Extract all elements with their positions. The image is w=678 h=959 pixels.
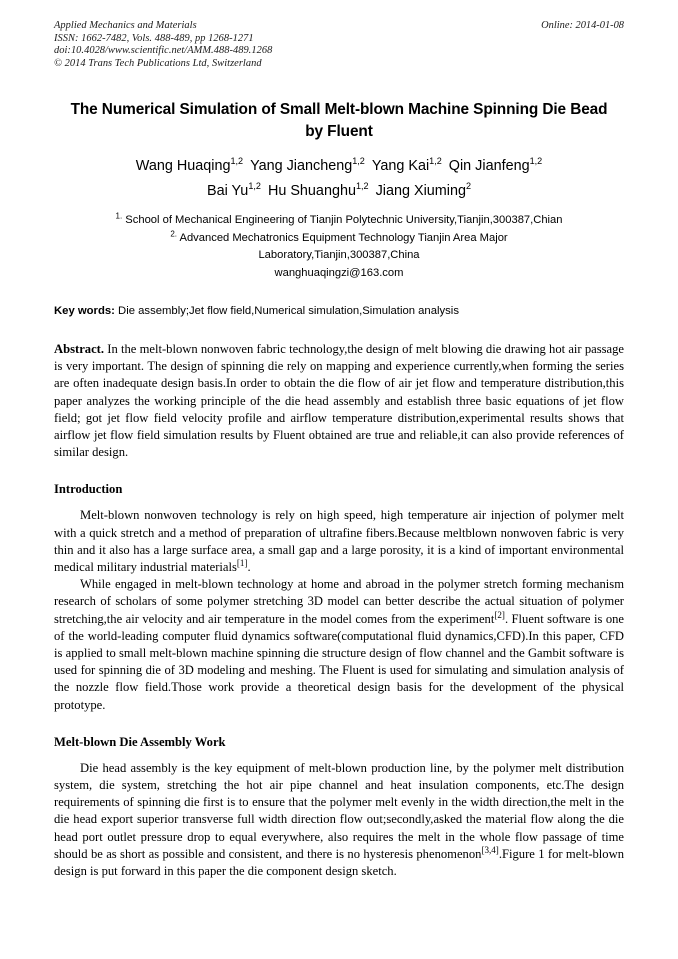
author-name: Yang Kai$^{1,2}$ [371,156,442,174]
abstract-label: Abstract. [54,342,105,356]
author-line-1 [54,154,624,179]
affiliation-text: Advanced Mechatronics Equipment Technology Tianjin Area Major [179,231,508,244]
keywords-label: Key words: [54,305,115,317]
affiliation-text: wanghuaqingzi@163.com [274,266,404,279]
journal-header-left [54,20,624,70]
page-title: The Numerical Simulation of Small Melt-blown Machine Spinning Die Bead by Fluent [70,101,608,140]
author-line-2 [54,179,624,204]
affiliation-marker: 2. [170,228,177,238]
author-affiliation-marker: 1,2 [352,156,365,167]
author-name: Hu Shuanghu$^{1,2}$ [267,181,369,199]
section-heading: Melt-blown Die Assembly Work [54,734,226,749]
citation-reference[interactable]: [1] [236,557,248,568]
journal-header [54,20,624,82]
author-name: Jiang Xiuming$^2$ [375,181,472,199]
keywords-value: Die assembly;Jet flow field,Numerical simulation,Simulation analysis [118,305,459,317]
affiliation-line [54,230,624,248]
author-name: Yang Jiancheng$^{1,2}$ [250,156,365,174]
body-paragraph [54,760,624,880]
keywords-line [54,303,624,319]
affiliation-marker: 1. [115,211,123,221]
paragraph-text-continued: . Fluent software is one of the world-leading computer fluid dynamics software(computational fluid dynamics,CFD).In this paper, CFD is applied to small melt-blown machine spinning die structure design of flow channel and the Gambit software is used for spinning die of 3D modeling and meshing. The Fluent is used for simulating and simulation analysis of the nozzle flow field.Those work provide a theoretical design basis for the development of the physical prototype. [54,611,624,712]
author-name: Wang Huaqing$^{1,2}$ [135,156,244,174]
affiliation-line [54,265,624,283]
abstract-text: In the melt-blown nonwoven fabric technology,the design of melt blowing die drawing hot air passage is very important. The design of spinning die rely on mapping and experience currently,when forming the series are often inadequate design basis.In order to obtain the die flow of air jet flow and temperature distribution,this paper analyzes the working principle of the die head assembly and establish three basic equations of jet flow field; got jet flow field velocity profile and airflow temperature distribution,experimental results shows that airflow jet flow field simulation results by Fluent obtained are true and reliable,it can also provide references of similar design. [54,342,625,460]
author-affiliation-marker: 1,2 [355,181,369,192]
abstract-block [54,341,624,461]
issn-volume-pages: ISSN: 1662-7482, Vols. 488-489, pp 1268-1271 [54,32,254,44]
paragraph-text: Melt-blown nonwoven technology is rely on high speed, high temperature air injection of polymer melt with a quick stretch and a method of preparation of ultrafine fibers.Because meltblown nonwoven fabric is very thin and it also has a large surface area, a small gap and a large porosity, it is a kind of important environmental medical military industrial materials [54,508,624,575]
body-paragraph [54,507,624,576]
citation-reference[interactable]: [2] [494,609,505,620]
author-affiliation-marker: 1,2 [429,156,442,167]
online-date: Online: 2014-01-08 [541,20,624,31]
author-affiliation-marker: 1,2 [248,181,261,192]
citation-reference[interactable]: [3,4] [481,844,499,855]
author-name: Qin Jianfeng$^{1,2}$ [448,156,543,174]
paragraph-text-continued: .Figure 1 for melt-blown design is put forward in this paper the die component design sketch. [54,846,624,879]
doi-line: doi:10.4028/www.scientific.net/AMM.488-489.1268 [54,45,273,57]
affiliation-line [54,247,624,265]
body-paragraph [54,576,624,714]
affiliation-line [54,212,624,230]
author-affiliation-marker: 2 [465,181,472,192]
author-affiliation-marker: 1,2 [230,156,244,167]
affiliation-list [54,212,624,282]
author-name: Bai Yu$^{1,2}$ [206,181,261,199]
section-heading: Introduction [54,482,123,497]
author-affiliation-marker: 1,2 [529,156,543,167]
copyright-line: © 2014 Trans Tech Publications Ltd, Switzerland [54,57,262,69]
author-list [54,154,624,204]
paragraph-text-continued: . [247,560,251,575]
affiliation-text: Laboratory,Tianjin,300387,China [258,249,420,261]
affiliation-text: School of Mechanical Engineering of Tianjin Polytechnic University,Tianjin,300387,Chian [125,214,563,226]
journal-name: Applied Mechanics and Materials [54,20,197,31]
paragraph-text: While engaged in melt-blown technology at home and abroad in the polymer stretch forming mechanism research of scholars of some polymer stretching 3D model can better describe the actual situation of polymer stretching,the air velocity and air temperature in the model comes from the experiment [54,577,624,626]
body-sections [54,481,624,880]
paragraph-text: Die head assembly is the key equipment of melt-blown production line, by the polymer melt distribution system, die system, stretching the hot air pipe channel and heat insulation components, etc.The design requirements of spinning die first is to ensure that the polymer melt evenly in the width direction,the melt in the die head export superior transverse full width direction flow out;secondly,asked the material flow along the die head port outlet pressure drop to equal everywhere, also requires the melt in the whole flow passage of time should be as short as possible and consistent, and there is no hysteresis phenomenon [54,760,624,861]
